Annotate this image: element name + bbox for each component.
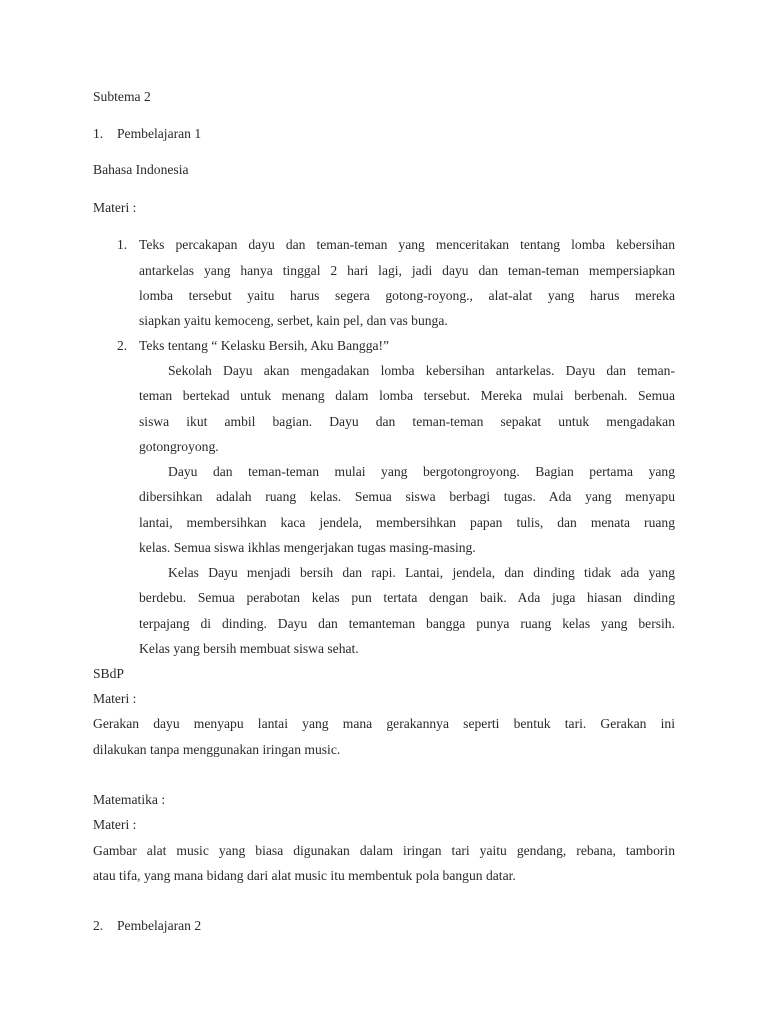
list-item-2-number: 2. [117,338,128,353]
list-item-1-line: siapkan yaitu kemoceng, serbet, kain pel, dan vas bunga. [139,313,448,328]
paragraph-line: teman bertekad untuk menang dalam lomba tersebut. Mereka mulai berbenah. Semua [139,388,675,403]
paragraph-line: berdebu. Semua perabotan kelas pun tertata dengan baik. Ada juga hiasan dinding [139,590,675,605]
sbdp-heading: SBdP [93,666,124,681]
list-item-1-line: Teks percakapan dayu dan teman-teman yang menceritakan tentang lomba kebersihan [139,237,675,252]
paragraph-line: terpajang di dinding. Dayu dan temanteman bangga punya ruang kelas yang bersih. [139,616,675,631]
paragraph-line: Dayu dan teman-teman mulai yang bergotongroyong. Bagian pertama yang [168,464,675,479]
list-item-2-title: Teks tentang “ Kelasku Bersih, Aku Bangga!” [139,338,390,353]
paragraph-line: dibersihkan adalah ruang kelas. Semua siswa berbagi tugas. Ada yang menyapu [139,489,675,504]
section2-number: 2. [93,918,104,933]
paragraph-line: Kelas yang bersih membuat siswa sehat. [139,641,359,656]
matematika-materi-label: Materi : [93,817,137,832]
subtema-title: Subtema 2 [93,89,151,104]
sbdp-line: dilakukan tanpa menggunakan iringan music. [93,742,341,757]
paragraph-line: gotongroyong. [139,439,219,454]
paragraph-line: kelas. Semua siswa ikhlas mengerjakan tugas masing-masing. [139,540,476,555]
matematika-heading: Matematika : [93,792,166,807]
bahasa-indonesia-materi-label: Materi : [93,200,137,215]
matematika-line: Gambar alat music yang biasa digunakan dalam iringan tari yaitu gendang, rebana, tamborin [93,843,675,858]
sbdp-materi-label: Materi : [93,691,137,706]
matematika-line: atau tifa, yang mana bidang dari alat music itu membentuk pola bangun datar. [93,868,516,883]
list-item-1-number: 1. [117,237,128,252]
paragraph-line: siswa ikut ambil bagian. Dayu dan teman-teman sepakat untuk mengadakan [139,414,675,429]
paragraph-line: Kelas Dayu menjadi bersih dan rapi. Lantai, jendela, dan dinding tidak ada yang [168,565,675,580]
paragraph-line: lantai, membersihkan kaca jendela, membersihkan papan tulis, dan menata ruang [139,515,675,530]
section1-number: 1. [93,126,104,141]
section1-title: Pembelajaran 1 [117,126,202,141]
bahasa-indonesia-heading: Bahasa Indonesia [93,162,189,177]
sbdp-line: Gerakan dayu menyapu lantai yang mana gerakannya seperti bentuk tari. Gerakan ini [93,716,675,731]
list-item-1-line: lomba tersebut yaitu harus segera gotong-royong., alat-alat yang harus mereka [139,288,675,303]
paragraph-line: Sekolah Dayu akan mengadakan lomba kebersihan antarkelas. Dayu dan teman- [168,363,675,378]
section2-title: Pembelajaran 2 [117,918,202,933]
list-item-1-line: antarkelas yang hanya tinggal 2 hari lagi, jadi dayu dan teman-teman mempersiapkan [139,263,675,278]
